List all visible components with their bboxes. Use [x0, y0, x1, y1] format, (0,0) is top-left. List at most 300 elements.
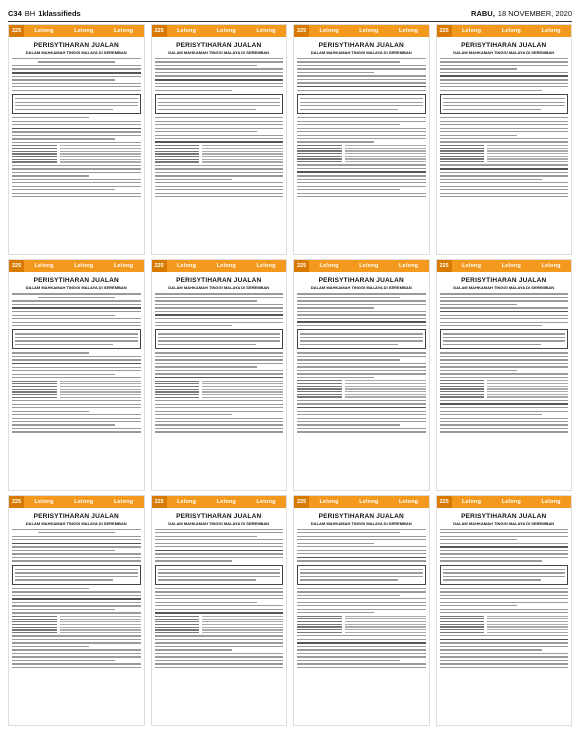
- notice-title: PERISYTIHARAN JUALAN: [318, 277, 404, 285]
- detail-key: [297, 386, 342, 387]
- notice-body: [297, 58, 426, 197]
- text-line: [440, 646, 569, 647]
- text-line: [38, 297, 115, 298]
- notice-box: [440, 94, 569, 114]
- detail-key: [12, 621, 57, 622]
- text-line: [12, 124, 141, 125]
- detail-key: [440, 383, 485, 384]
- detail-row: [440, 145, 569, 146]
- text-line: [440, 414, 543, 415]
- text-line: [297, 179, 426, 180]
- court-line: DALAM MAHKAMAH TINGGI MALAYA DI SEREMBAN: [25, 520, 127, 526]
- text-line: [155, 86, 284, 87]
- detail-value: [345, 616, 426, 617]
- band-label: Lelong: [113, 263, 134, 270]
- text-line: [12, 557, 141, 558]
- detail-key: [297, 150, 342, 151]
- detail-row: [440, 388, 569, 389]
- band-label: Lelong: [319, 263, 339, 270]
- detail-row: [155, 621, 284, 622]
- text-line: [297, 72, 374, 73]
- detail-value: [60, 153, 141, 154]
- text-line: [155, 83, 284, 84]
- detail-key: [297, 394, 342, 395]
- band-code: 225: [9, 260, 24, 272]
- text-line: [12, 588, 89, 589]
- detail-row: [12, 394, 141, 395]
- court-line: DALAM MAHKAMAH TINGGI MALAYA DI SEREMBAN: [453, 50, 555, 55]
- detail-key: [297, 621, 342, 622]
- text-line: [300, 98, 423, 99]
- detail-row: [155, 629, 284, 630]
- text-line: [440, 370, 517, 371]
- detail-row: [155, 383, 284, 384]
- detail-row: [440, 629, 569, 630]
- text-line: [158, 340, 281, 341]
- text-line: [155, 602, 258, 603]
- detail-value: [60, 616, 141, 617]
- detail-key: [440, 618, 485, 619]
- text-line: [12, 653, 141, 654]
- detail-key: [440, 156, 485, 157]
- detail-value: [202, 624, 283, 625]
- notice-title: PERISYTIHARAN JUALAN: [176, 512, 262, 520]
- detail-row: [155, 148, 284, 149]
- text-line: [15, 337, 138, 338]
- detail-row: [440, 383, 569, 384]
- text-line: [155, 79, 284, 81]
- detail-row: [440, 153, 569, 154]
- text-line: [440, 356, 569, 357]
- text-line: [297, 189, 400, 190]
- text-line: [12, 639, 141, 640]
- text-line: [440, 424, 569, 425]
- notice-title: PERISYTIHARAN JUALAN: [461, 512, 547, 520]
- notice-box: [297, 94, 426, 114]
- text-line: [297, 131, 426, 132]
- text-line: [12, 598, 141, 600]
- text-line: [440, 117, 569, 118]
- notice-title: PERISYTIHARAN JUALAN: [318, 512, 404, 520]
- text-line: [155, 639, 284, 640]
- text-line: [155, 138, 284, 139]
- text-line: [12, 363, 141, 365]
- detail-row: [440, 624, 569, 625]
- detail-key: [297, 161, 342, 162]
- detail-value: [345, 150, 426, 151]
- text-line: [440, 588, 569, 589]
- text-line: [155, 186, 284, 187]
- detail-row: [12, 386, 141, 387]
- text-line: [12, 428, 141, 429]
- text-line: [12, 352, 89, 353]
- text-line: [297, 171, 426, 173]
- detail-value: [202, 627, 283, 628]
- auction-notice: [294, 508, 429, 668]
- detail-key: [440, 391, 485, 392]
- text-line: [297, 550, 426, 551]
- text-line: [12, 86, 141, 87]
- text-line: [12, 128, 141, 130]
- text-line: [440, 131, 569, 132]
- text-line: [12, 172, 141, 173]
- band-label: Lelong: [74, 28, 94, 34]
- detail-value: [202, 145, 283, 146]
- text-line: [38, 532, 115, 533]
- text-line: [12, 414, 141, 415]
- text-line: [12, 318, 141, 319]
- text-line: [443, 105, 566, 106]
- text-line: [297, 639, 426, 640]
- text-line: [12, 68, 141, 69]
- text-line: [440, 325, 543, 326]
- text-line: [297, 311, 426, 312]
- detail-key: [440, 388, 485, 389]
- text-line: [15, 98, 138, 99]
- text-line: [12, 374, 115, 375]
- detail-row: [297, 624, 426, 625]
- detail-value: [487, 148, 568, 149]
- text-line: [443, 569, 566, 570]
- text-line: [155, 124, 284, 125]
- text-line: [12, 117, 89, 118]
- text-line: [297, 560, 426, 561]
- text-line: [297, 411, 426, 412]
- notice-body: [12, 529, 141, 668]
- band-code: 225: [294, 25, 309, 37]
- detail-value: [202, 159, 283, 160]
- band-label: Lelong: [541, 263, 561, 270]
- column-band: [9, 260, 144, 272]
- detail-key: [297, 616, 342, 617]
- text-line: [155, 304, 284, 305]
- detail-key: [12, 145, 57, 146]
- detail-key: [297, 380, 342, 381]
- text-line: [155, 297, 284, 298]
- text-line: [297, 314, 426, 315]
- ad-cell: [151, 495, 288, 726]
- text-line: [297, 79, 426, 80]
- detail-value: [345, 391, 426, 392]
- detail-value: [487, 386, 568, 387]
- band-label: Lelong: [501, 263, 521, 270]
- detail-value: [487, 383, 568, 384]
- detail-value: [487, 629, 568, 630]
- text-line: [155, 646, 284, 647]
- detail-row: [297, 391, 426, 392]
- issue-date: 18 NOVEMBER, 2020: [497, 8, 572, 18]
- text-line: [297, 403, 426, 404]
- text-line: [155, 128, 284, 129]
- detail-value: [345, 145, 426, 146]
- detail-value: [487, 618, 568, 619]
- text-line: [440, 58, 569, 59]
- detail-value: [60, 624, 141, 625]
- band-label: Lelong: [176, 498, 197, 505]
- text-line: [440, 90, 543, 91]
- notice-title: PERISYTIHARAN JUALAN: [176, 277, 262, 285]
- notice-title: PERISYTIHARAN JUALAN: [33, 512, 119, 520]
- text-line: [440, 532, 569, 533]
- text-line: [12, 356, 141, 357]
- detail-value: [345, 153, 426, 154]
- detail-key: [297, 626, 342, 627]
- text-line: [155, 117, 284, 118]
- detail-key: [440, 148, 485, 149]
- text-line: [440, 660, 569, 661]
- detail-key: [155, 148, 200, 149]
- text-line: [12, 536, 141, 537]
- text-line: [12, 83, 141, 84]
- text-line: [158, 333, 281, 334]
- text-line: [440, 373, 569, 374]
- ads-grid: [8, 24, 572, 726]
- text-line: [12, 529, 141, 530]
- text-line: [440, 182, 569, 183]
- text-line: [158, 109, 256, 110]
- detail-key: [440, 150, 485, 151]
- detail-row: [12, 616, 141, 617]
- detail-value: [60, 391, 141, 392]
- court-line: DALAM MAHKAMAH TINGGI MALAYA DI SEREMBAN: [168, 50, 270, 55]
- text-line: [158, 576, 281, 577]
- column-band: [437, 260, 572, 272]
- detail-row: [297, 396, 426, 397]
- band-code: 225: [152, 496, 167, 508]
- text-line: [440, 553, 569, 554]
- text-line: [12, 421, 141, 422]
- text-line: [15, 105, 138, 106]
- detail-value: [60, 159, 141, 160]
- text-line: [297, 431, 426, 432]
- detail-key: [155, 629, 200, 630]
- text-line: [155, 307, 284, 308]
- text-line: [297, 86, 426, 88]
- notice-box: [155, 94, 284, 114]
- text-line: [12, 65, 141, 66]
- detail-key: [297, 396, 342, 397]
- court-line: DALAM MAHKAMAH TINGGI MALAYA DI SEREMBAN: [310, 520, 412, 526]
- text-line: [440, 83, 569, 84]
- detail-row: [155, 389, 284, 390]
- text-line: [155, 90, 232, 91]
- detail-row: [440, 616, 569, 617]
- column-band: [9, 496, 144, 508]
- text-line: [297, 656, 426, 657]
- text-line: [155, 65, 258, 66]
- text-line: [297, 591, 426, 592]
- detail-key: [297, 383, 342, 384]
- detail-row: [155, 391, 284, 392]
- text-line: [155, 325, 232, 326]
- text-line: [12, 424, 115, 425]
- text-line: [155, 68, 284, 69]
- text-line: [12, 304, 141, 305]
- notice-body: [440, 529, 569, 668]
- text-line: [155, 121, 284, 122]
- detail-key: [155, 153, 200, 154]
- text-line: [440, 300, 569, 301]
- detail-key: [297, 153, 342, 154]
- band-label: Lelong: [113, 498, 134, 505]
- detail-row: [297, 629, 426, 630]
- court-line: DALAM MAHKAMAH TINGGI MALAYA DI SEREMBAN: [453, 285, 555, 291]
- detail-value: [202, 151, 283, 152]
- detail-value: [345, 383, 426, 384]
- band-code: 225: [9, 496, 24, 508]
- text-line: [155, 421, 284, 422]
- detail-key: [440, 626, 485, 627]
- text-line: [440, 363, 569, 364]
- detail-row: [297, 383, 426, 384]
- detail-row: [155, 616, 284, 617]
- text-line: [15, 340, 138, 341]
- text-line: [155, 168, 284, 169]
- text-line: [158, 579, 256, 580]
- detail-key: [440, 624, 485, 625]
- detail-row: [12, 619, 141, 620]
- text-line: [12, 560, 141, 561]
- text-line: [155, 377, 284, 379]
- column-band: [294, 260, 429, 272]
- text-line: [155, 663, 284, 664]
- text-line: [12, 377, 141, 378]
- detail-row: [297, 618, 426, 619]
- text-line: [300, 337, 423, 338]
- text-line: [12, 646, 89, 647]
- band-label: Lelong: [216, 263, 236, 270]
- text-line: [155, 656, 284, 657]
- detail-key: [297, 618, 342, 619]
- text-line: [155, 135, 284, 136]
- header-left: [8, 9, 81, 18]
- notice-box: [297, 329, 426, 349]
- text-line: [12, 602, 141, 603]
- text-line: [440, 121, 569, 122]
- text-line: [12, 404, 141, 405]
- detail-value: [487, 391, 568, 392]
- band-code: 225: [437, 260, 452, 272]
- page-code: C34: [8, 8, 22, 18]
- detail-value: [487, 621, 568, 622]
- text-line: [155, 193, 284, 194]
- detail-row: [440, 158, 569, 159]
- text-line: [297, 377, 374, 378]
- text-line: [155, 72, 284, 73]
- detail-key: [12, 629, 57, 630]
- detail-key: [155, 161, 200, 162]
- detail-row: [12, 161, 141, 162]
- text-line: [155, 189, 284, 190]
- text-line: [297, 359, 400, 360]
- detail-key: [12, 616, 57, 617]
- text-line: [155, 311, 284, 312]
- text-line: [297, 58, 426, 59]
- detail-value: [60, 386, 141, 387]
- text-line: [12, 546, 141, 547]
- text-line: [297, 75, 426, 76]
- text-line: [155, 642, 284, 643]
- band-label: Lelong: [74, 498, 94, 505]
- text-line: [12, 121, 141, 122]
- band-code: 225: [294, 496, 309, 508]
- detail-row: [297, 616, 426, 617]
- text-line: [12, 138, 115, 139]
- detail-row: [155, 386, 284, 387]
- text-line: [155, 605, 284, 606]
- band-label: Lelong: [256, 498, 276, 505]
- detail-key: [12, 381, 57, 382]
- detail-value: [487, 624, 568, 625]
- auction-notice: [294, 272, 429, 432]
- detail-value: [202, 629, 283, 630]
- detail-key: [155, 621, 200, 622]
- detail-row: [155, 156, 284, 157]
- text-line: [155, 536, 258, 537]
- detail-row: [440, 618, 569, 619]
- detail-row: [297, 156, 426, 157]
- detail-value: [487, 396, 568, 397]
- detail-key: [155, 145, 200, 146]
- text-line: [440, 175, 569, 176]
- text-line: [155, 553, 284, 554]
- detail-value: [345, 386, 426, 387]
- detail-value: [202, 616, 283, 617]
- detail-row: [440, 150, 569, 151]
- text-line: [440, 186, 569, 187]
- text-line: [297, 660, 400, 661]
- text-line: [12, 135, 141, 136]
- detail-row: [297, 158, 426, 159]
- text-line: [12, 612, 141, 613]
- detail-value: [345, 626, 426, 627]
- notice-title: PERISYTIHARAN JUALAN: [33, 42, 119, 49]
- text-line: [440, 172, 569, 173]
- detail-key: [12, 153, 57, 154]
- detail-row: [440, 621, 569, 622]
- detail-row: [297, 621, 426, 622]
- text-line: [12, 193, 141, 194]
- detail-value: [202, 161, 283, 162]
- band-label: Lelong: [319, 498, 339, 505]
- text-line: [440, 602, 569, 603]
- detail-key: [155, 624, 200, 625]
- detail-value: [202, 381, 283, 382]
- text-line: [155, 131, 258, 132]
- text-line: [297, 605, 426, 606]
- detail-value: [60, 627, 141, 628]
- notice-title: PERISYTIHARAN JUALAN: [176, 42, 262, 49]
- text-line: [12, 186, 141, 187]
- detail-value: [60, 161, 141, 162]
- detail-key: [440, 145, 485, 146]
- text-line: [12, 431, 141, 432]
- text-line: [440, 315, 569, 316]
- text-line: [440, 72, 569, 73]
- text-line: [12, 322, 141, 323]
- text-line: [440, 642, 569, 643]
- band-label: Lelong: [216, 498, 236, 505]
- detail-value: [487, 632, 568, 633]
- text-line: [12, 595, 141, 596]
- text-line: [38, 61, 115, 62]
- text-line: [440, 128, 569, 129]
- text-line: [155, 532, 284, 533]
- detail-value: [487, 153, 568, 154]
- detail-value: [60, 397, 141, 398]
- text-line: [297, 536, 426, 537]
- detail-value: [345, 156, 426, 157]
